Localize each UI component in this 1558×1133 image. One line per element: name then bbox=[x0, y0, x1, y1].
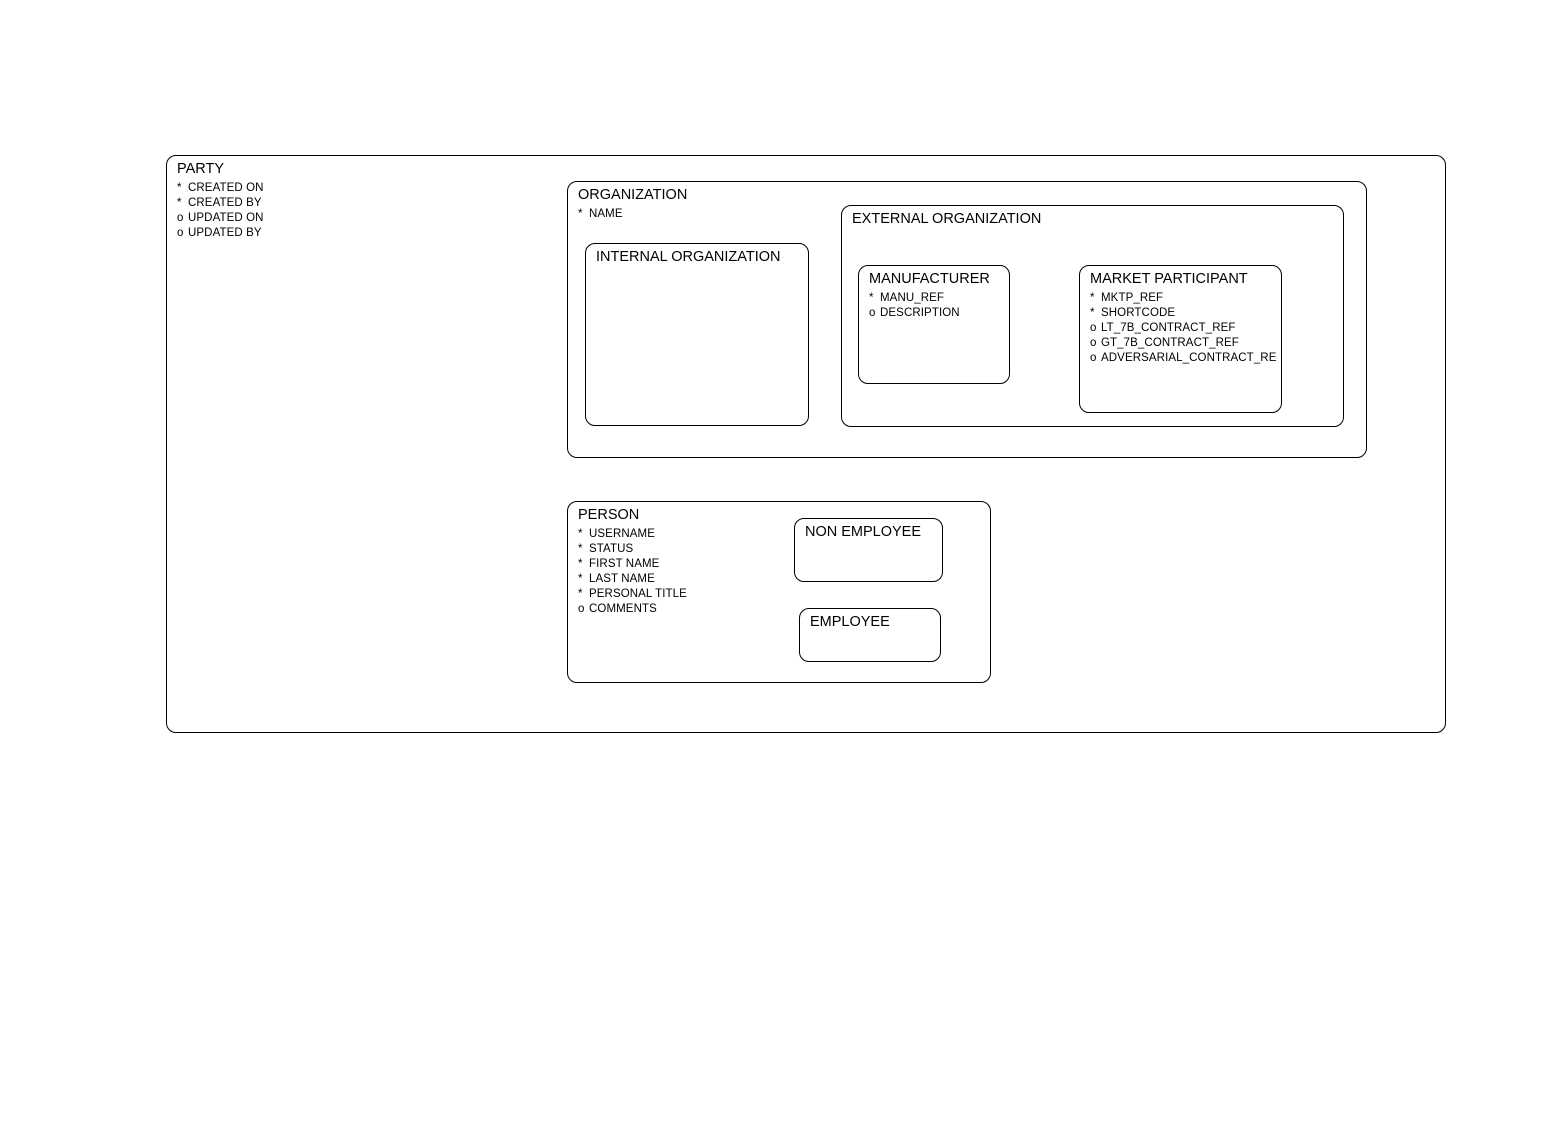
attribute-name: UPDATED ON bbox=[188, 212, 264, 224]
entity-title-non-employee: NON EMPLOYEE bbox=[805, 524, 922, 540]
attribute-marker: * bbox=[578, 208, 583, 220]
attribute-row bbox=[1090, 291, 1276, 306]
attribute-name: FIRST NAME bbox=[589, 558, 660, 570]
attribute-list-organization bbox=[578, 207, 623, 222]
entity-employee[interactable] bbox=[799, 608, 941, 662]
attribute-row bbox=[578, 572, 687, 587]
entity-title-external-organization: EXTERNAL ORGANIZATION bbox=[852, 211, 1042, 227]
attribute-row bbox=[1090, 321, 1276, 336]
attribute-name: USERNAME bbox=[589, 528, 655, 540]
attribute-name: MKTP_REF bbox=[1101, 292, 1164, 304]
entity-title-market-participant: MARKET PARTICIPANT bbox=[1090, 271, 1248, 287]
attribute-list-market-participant bbox=[1090, 291, 1276, 366]
entity-title-employee: EMPLOYEE bbox=[810, 614, 890, 630]
attribute-row bbox=[177, 181, 264, 196]
attribute-marker: * bbox=[578, 543, 583, 555]
attribute-name: UPDATED BY bbox=[188, 227, 262, 239]
entity-market-participant[interactable] bbox=[1079, 265, 1282, 413]
attribute-marker: * bbox=[578, 558, 583, 570]
attribute-name: COMMENTS bbox=[589, 603, 657, 615]
attribute-list-person bbox=[578, 527, 687, 617]
attribute-row bbox=[177, 196, 264, 211]
attribute-row bbox=[578, 602, 687, 617]
attribute-marker: * bbox=[1090, 292, 1095, 304]
attribute-name: STATUS bbox=[589, 543, 634, 555]
entity-title-party: PARTY bbox=[177, 161, 225, 177]
attribute-name: CREATED BY bbox=[188, 197, 262, 209]
attribute-row bbox=[1090, 306, 1276, 321]
attribute-name: LT_7B_CONTRACT_REF bbox=[1101, 322, 1236, 334]
attribute-name: LAST NAME bbox=[589, 573, 655, 585]
entity-title-manufacturer: MANUFACTURER bbox=[869, 271, 990, 287]
attribute-row bbox=[177, 226, 264, 241]
attribute-list-manufacturer bbox=[869, 291, 960, 321]
attribute-name: CREATED ON bbox=[188, 182, 264, 194]
attribute-name: PERSONAL TITLE bbox=[589, 588, 687, 600]
entity-non-employee[interactable] bbox=[794, 518, 943, 582]
attribute-list-party bbox=[177, 181, 264, 241]
attribute-name: MANU_REF bbox=[880, 292, 945, 304]
attribute-marker: * bbox=[177, 182, 182, 194]
entity-title-organization: ORGANIZATION bbox=[578, 187, 688, 203]
attribute-marker: o bbox=[1090, 322, 1097, 334]
attribute-row bbox=[177, 211, 264, 226]
attribute-marker: o bbox=[177, 227, 184, 239]
attribute-name: NAME bbox=[589, 208, 623, 220]
attribute-marker: * bbox=[578, 573, 583, 585]
entity-manufacturer[interactable] bbox=[858, 265, 1010, 384]
attribute-row bbox=[578, 542, 687, 557]
attribute-marker: o bbox=[1090, 352, 1097, 364]
attribute-row bbox=[578, 207, 623, 222]
attribute-marker: * bbox=[578, 528, 583, 540]
attribute-row bbox=[869, 291, 960, 306]
attribute-row bbox=[1090, 336, 1276, 351]
attribute-name: GT_7B_CONTRACT_REF bbox=[1101, 337, 1239, 349]
attribute-marker: o bbox=[177, 212, 184, 224]
attribute-marker: * bbox=[177, 197, 182, 209]
attribute-row bbox=[578, 557, 687, 572]
attribute-row bbox=[578, 587, 687, 602]
attribute-marker: o bbox=[1090, 337, 1097, 349]
attribute-name: SHORTCODE bbox=[1101, 307, 1176, 319]
attribute-name: DESCRIPTION bbox=[880, 307, 960, 319]
attribute-marker: o bbox=[578, 603, 585, 615]
attribute-marker: * bbox=[869, 292, 874, 304]
entity-title-person: PERSON bbox=[578, 507, 640, 523]
attribute-row bbox=[1090, 351, 1276, 366]
attribute-marker: o bbox=[869, 307, 876, 319]
attribute-row bbox=[869, 306, 960, 321]
attribute-marker: * bbox=[578, 588, 583, 600]
attribute-row bbox=[578, 527, 687, 542]
attribute-name: ADVERSARIAL_CONTRACT_RE bbox=[1101, 352, 1277, 364]
entity-title-internal-organization: INTERNAL ORGANIZATION bbox=[596, 249, 781, 265]
attribute-marker: * bbox=[1090, 307, 1095, 319]
entity-internal-organization[interactable] bbox=[585, 243, 809, 426]
